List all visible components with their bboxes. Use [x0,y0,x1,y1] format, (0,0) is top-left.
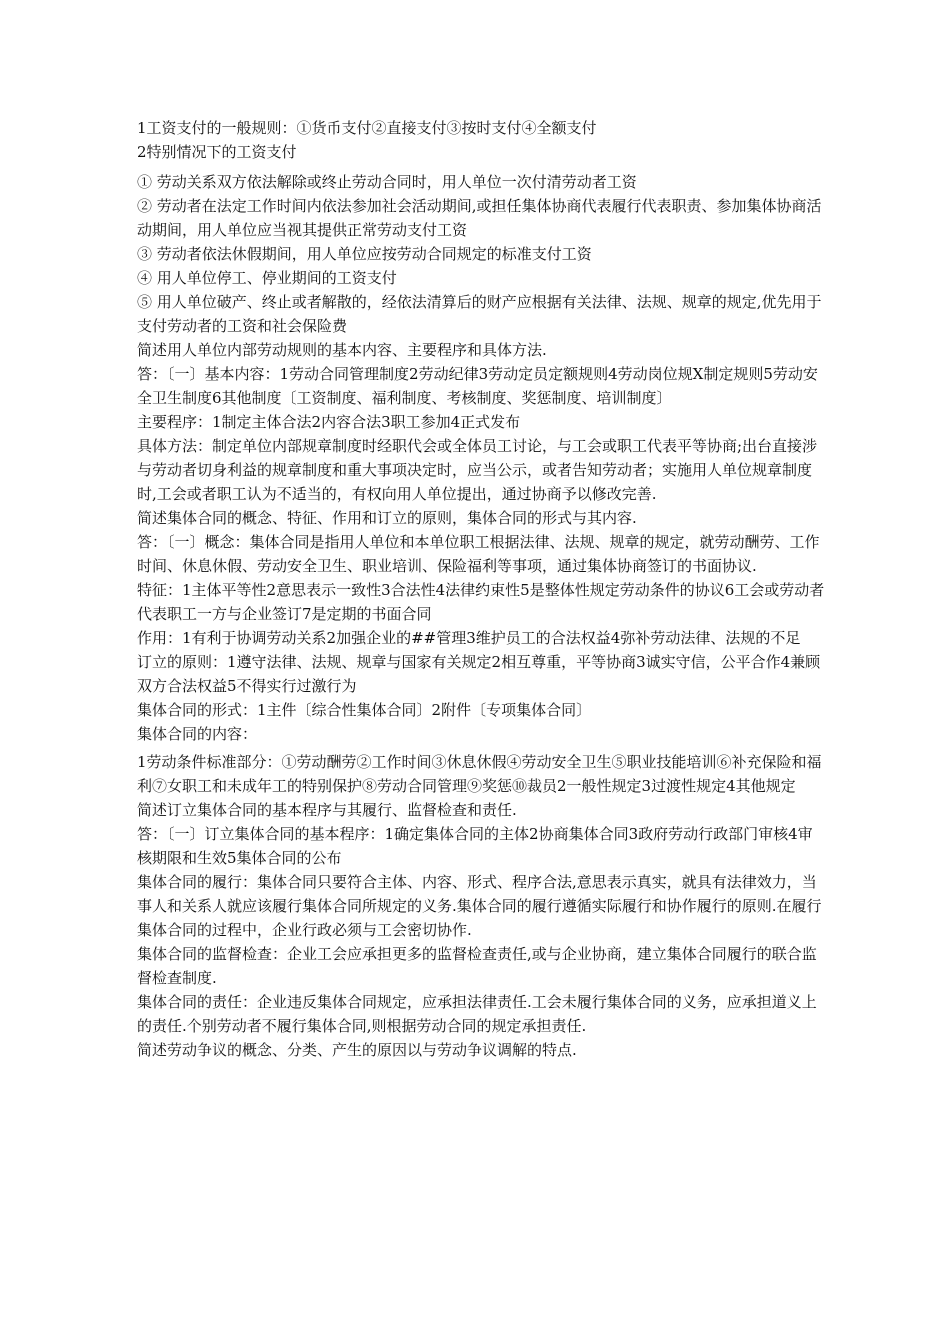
answer-supervision: 集体合同的监督检查：企业工会应承担更多的监督检查责任,或与企业协商，建立集体合同履行的联合监督检查制度. [137,945,817,987]
answer-specific-method: 具体方法：制定单位内部规章制度时经职代会或全体员工讨论，与工会或职工代表平等协商;出台直接涉与劳动者切身利益的规章制度和重大事项决定时，应当公示，或者告知劳动者；实施用人单位规章制度时,工会或者职工认为不适当的，有权向用人单位提出，通过协商予以修改完善. [137,437,818,503]
answer-contents: 1劳动条件标准部分：①劳动酬劳②工作时间③休息休假④劳动安全卫生⑤职业技能培训⑥补充保险和福利⑦女职工和未成年工的特别保护⑧劳动合同管理⑨奖惩⑩裁员2一般性规定3过渡性规定4其他规定 [137,753,822,795]
paragraph-wage-general-rules: 1工资支付的一般规则：①货币支付②直接支付③按时支付④全额支付 [137,119,597,137]
paragraph-item-3: ③ 劳动者依法休假期间，用人单位应按劳动合同规定的标准支付工资 [137,245,592,263]
paragraph-item-2: ② 劳动者在法定工作时间内依法参加社会活动期间,或担任集体协商代表履行代表职责、参加集体协商活动期间，用人单位应当视其提供正常劳动支付工资 [137,197,822,239]
answer-performance: 集体合同的履行：集体合同只要符合主体、内容、形式、程序合法,意思表示真实，就具有法律效力，当事人和关系人就应该履行集体合同所规定的义务.集体合同的履行遵循实际履行和协作履行的原则.在履行集体合同的过程中，企业行政必须与工会密切协作. [137,873,822,939]
answer-main-procedure: 主要程序：1制定主体合法2内容合法3职工参加4正式发布 [137,413,521,431]
answer-liability: 集体合同的责任：企业违反集体合同规定，应承担法律责任.工会未履行集体合同的义务，应承担道义上的责任.个别劳动者不履行集体合同,则根据劳动合同的规定承担责任. [137,993,817,1035]
question-internal-rules: 简述用人单位内部劳动规则的基本内容、主要程序和具体方法. [137,341,547,359]
paragraph-special-wage: 2特别情况下的工资支付 [137,143,297,161]
question-procedure: 简述订立集体合同的基本程序与其履行、监督检查和责任. [137,801,517,819]
answer-contents-heading: 集体合同的内容： [137,725,258,743]
answer-concept: 答：〔一〕概念：集体合同是指用人单位和本单位职工根据法律、法规、规章的规定，就劳动酬劳、工作时间、休息休假、劳动安全卫生、职业培训、保险福利等事项，通过集体协商签订的书面协议. [137,533,820,575]
paragraph-item-5: ⑤ 用人单位破产、终止或者解散的，经依法清算后的财产应根据有关法律、法规、规章的规定,优先用于支付劳动者的工资和社会保险费 [137,293,822,335]
paragraph-item-4: ④ 用人单位停工、停业期间的工资支付 [137,269,397,287]
question-labor-dispute: 简述劳动争议的概念、分类、产生的原因以与劳动争议调解的特点. [137,1041,577,1059]
answer-forms: 集体合同的形式：1主件〔综合性集体合同〕2附件〔专项集体合同〕 [137,701,592,719]
answer-role: 作用：1有利于协调劳动关系2加强企业的##管理3维护员工的合法权益4弥补劳动法律、法规的不足 [137,629,801,647]
question-collective-contract: 简述集体合同的概念、特征、作用和订立的原则，集体合同的形式与其内容. [137,509,637,527]
answer-features: 特征：1主体平等性2意思表示一致性3合法性4法律约束性5是整体性规定劳动条件的协议6工会或劳动者代表职工一方与企业签订7是定期的书面合同 [137,581,825,623]
paragraph-item-1: ① 劳动关系双方依法解除或终止劳动合同时，用人单位一次付清劳动者工资 [137,173,637,191]
answer-basic-content: 答：〔一〕基本内容：1劳动合同管理制度2劳动纪律3劳动定员定额规则4劳动岗位规X制定规则5劳动安全卫生制度6其他制度〔工资制度、福利制度、考核制度、奖惩制度、培训制度〕 [137,365,818,407]
document-body [137,116,827,1062]
answer-procedure: 答：〔一〕订立集体合同的基本程序：1确定集体合同的主体2协商集体合同3政府劳动行政部门审核4审核期限和生效5集体合同的公布 [137,825,813,867]
answer-principles: 订立的原则：1遵守法律、法规、规章与国家有关规定2相互尊重，平等协商3诚实守信，公平合作4兼顾双方合法权益5不得实行过激行为 [137,653,821,695]
